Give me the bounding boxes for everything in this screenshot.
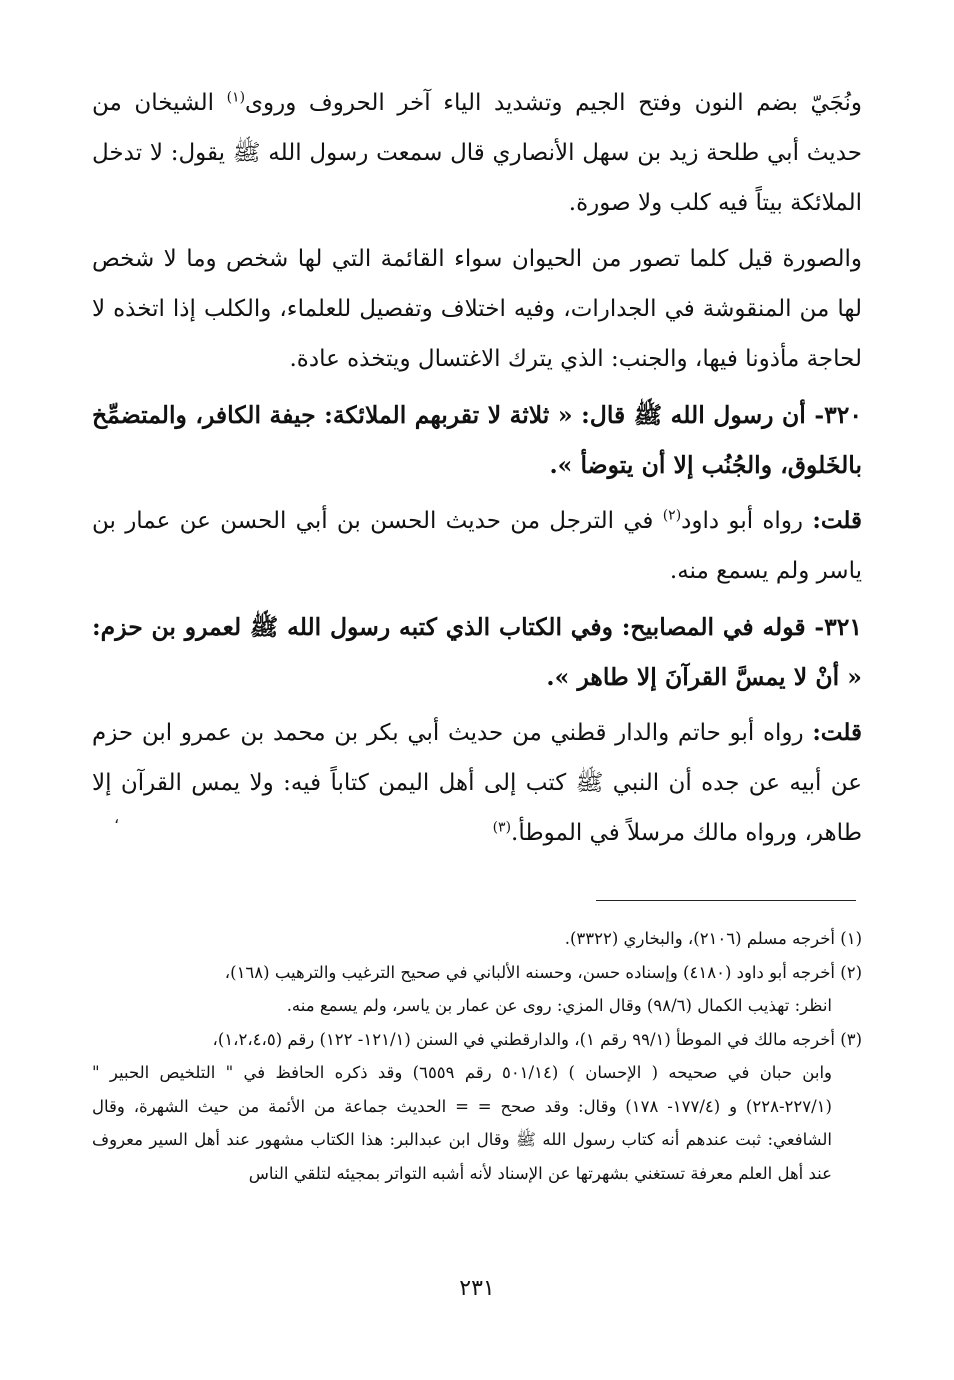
- footnote-ref-2[interactable]: (٢): [662, 507, 682, 524]
- qultu-label: قلت:: [812, 507, 863, 534]
- page-number: ٢٣١: [459, 1276, 495, 1301]
- footnotes: [92, 922, 862, 1190]
- footnote-3: (٣) أخرجه مالك في الموطأ (٩٩/١ رقم ١)، والدارقطني في السنن (١٢١/١- ١٢٢) رقم (١،٢،٤،٥)، وابن حبان في صحيحه ( الإحسان ) (٥٠١/١٤ رقم ٦٥٥٩) وقد ذكره الحافظ في " التلخيص الحبير " (٢٢٧/١-٢٢٨) و (١٧٧/٤- ١٧٨) وقال: وقد صحح = = الحديث جماعة من الأئمة من حيث الشهرة، وقال الشافعي: ثبت عندهم أنه كتاب رسول الله ﷺ وقال ابن عبدالبر: هذا الكتاب مشهور عند أهل السير معروف عند أهل العلم معرفة تستغني بشهرتها عن الإسناد لأنه أشبه التواتر بمجيئه لتلقي الناس: [92, 1029, 862, 1183]
- stray-mark: ،: [114, 808, 120, 827]
- qultu-label: قلت:: [812, 719, 862, 746]
- main-text: [92, 78, 862, 858]
- paragraph-commentary-321: قلت: رواه أبو حاتم والدار قطني من حديث أبي بكر بن محمد بن عمرو ابن حزم عن أبيه عن جده أن النبي ﷺ كتب إلى أهل اليمن كتاباً فيه: ولا يمس القرآن إلا طاهر، ورواه مالك مرسلاً في الموطأ.$^{(٣)}$: [92, 719, 862, 846]
- footnote-ref-1[interactable]: (١): [226, 89, 246, 106]
- paragraph-image-definition: والصورة قيل كلما تصور من الحيوان سواء القائمة التي لها شخص وما لا شخص لها من المنقوشة في الجدارات، وفيه اختلاف وتفصيل للعلماء، والكلب إذا اتخذه لا لحاجة مأذونا فيها، والجنب: الذي يترك الاغتسال ويتخذه عادة.: [92, 246, 862, 372]
- paragraph-intro: ونُجَيّ بضم النون وفتح الجيم وتشديد الياء آخر الحروف وروى$^{(١)}$ الشيخان من حديث أبي طلحة زيد بن سهل الأنصاري قال سمعت رسول الله ﷺ يقول: لا تدخل الملائكة بيتاً فيه كلب ولا صورة.: [92, 89, 862, 216]
- hadith-321: ٣٢١- قوله في المصابيح: وفي الكتاب الذي كتبه رسول الله ﷺ لعمرو بن حزم: « أنْ لا يمسَّ القرآنَ إلا طاهر ».: [92, 613, 862, 691]
- footnote-1: (١) أخرجه مسلم (٢١٠٦)، والبخاري (٣٣٢٢).: [564, 929, 862, 948]
- footnote-2: (٢) أخرجه أبو داود (٤١٨٠) وإسناده حسن، وحسنه الألباني في صحيح الترغيب والترهيب (١٦٨)، انظر: تهذيب الكمال (٩٨/٦) وقال المزي: روى عن عمار بن ياسر، ولم يسمع منه.: [224, 962, 862, 1015]
- paragraph-commentary-320: قلت: رواه أبو داود$^{(٢)}$ في الترجل من حديث الحسن بن أبي الحسن عن عمار بن ياسر ولم يسمع منه.: [92, 507, 863, 584]
- footnote-separator: [596, 900, 856, 901]
- footnote-ref-3[interactable]: (٣): [492, 819, 512, 836]
- hadith-320: ٣٢٠- أن رسول الله ﷺ قال: « ثلاثة لا تقربهم الملائكة: جيفة الكافر، والمتضمِّخ بالخَلوق، والجُنُب إلا أن يتوضأ ».: [92, 401, 862, 479]
